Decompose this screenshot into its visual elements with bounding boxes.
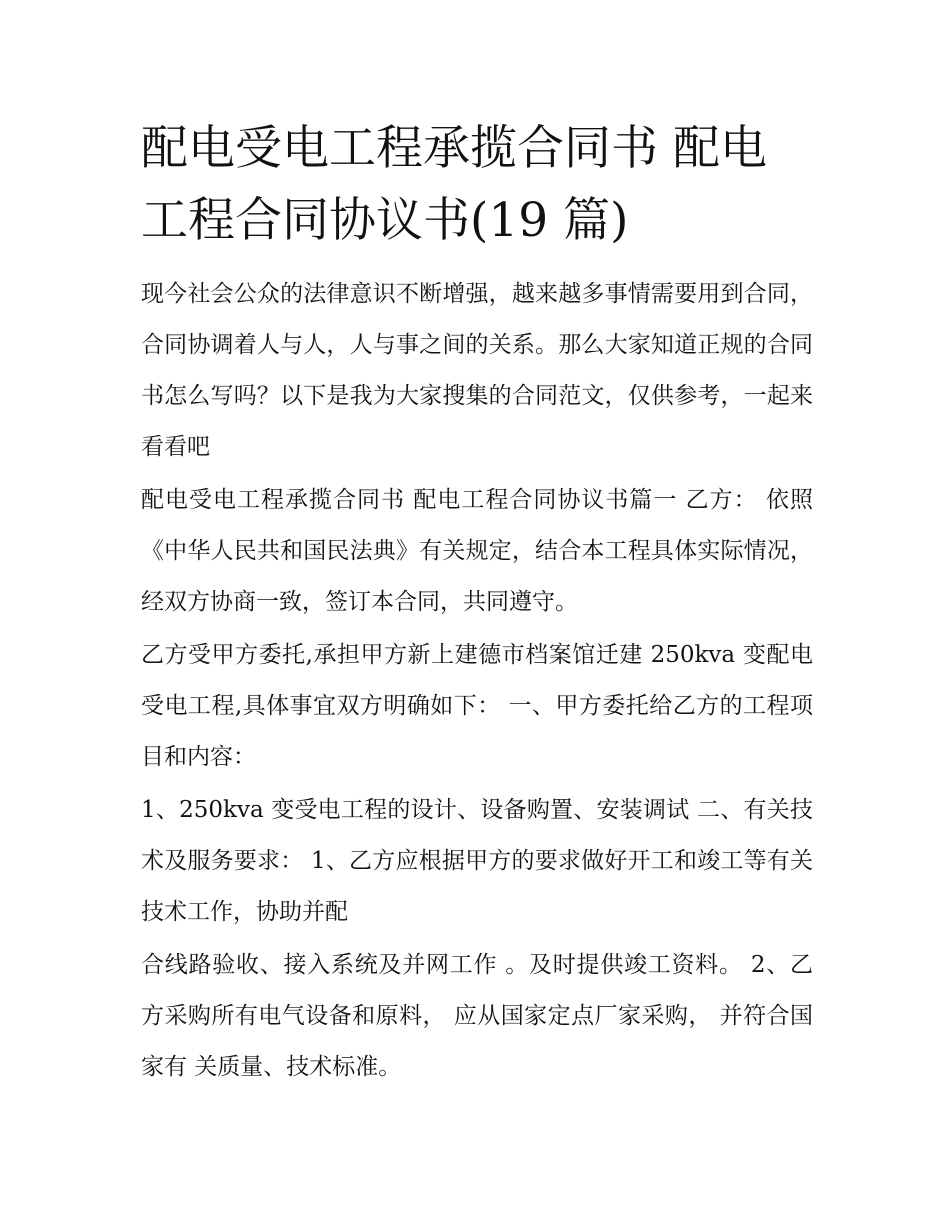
paragraph-agreement-intro: 配电受电工程承揽合同书 配电工程合同协议书篇一 乙方： 依照《中华人民共和国民法典》有关规定，结合本工程具体实际情况，经双方协商一致，签订本合同，共同遵守。 bbox=[141, 487, 813, 615]
document-title bbox=[141, 113, 813, 257]
paragraph-requirements: 1、250kva 变受电工程的设计、设备购置、安装调试 二、有关技术及服务要求： 1、乙方应根据甲方的要求做好开工和竣工等有关技术工作，协助并配 bbox=[141, 797, 813, 925]
paragraph-procurement: 合线路验收、接入系统及并网工作 。及时提供竣工资料。 2、乙方采购所有电气设备和原料， 应从国家定点厂家采购， 并符合国家有 关质量、技术标准。 bbox=[141, 952, 813, 1080]
title-line-2: 工程合同协议书(19 篇) bbox=[141, 193, 629, 248]
document-content bbox=[141, 113, 813, 1093]
title-line-1: 配电受电工程承揽合同书 配电 bbox=[141, 121, 767, 176]
paragraph-commission: 乙方受甲方委托,承担甲方新上建德市档案馆迁建 250kva 变配电受电工程,具体事宜双方明确如下： 一、甲方委托给乙方的工程项目和内容： bbox=[141, 642, 813, 770]
paragraph-intro: 现今社会公众的法律意识不断增强，越来越多事情需要用到合同，合同协调着人与人，人与事之间的关系。那么大家知道正规的合同书怎么写吗？以下是我为大家搜集的合同范文，仅供参考，一起来看看吧 bbox=[141, 281, 813, 460]
